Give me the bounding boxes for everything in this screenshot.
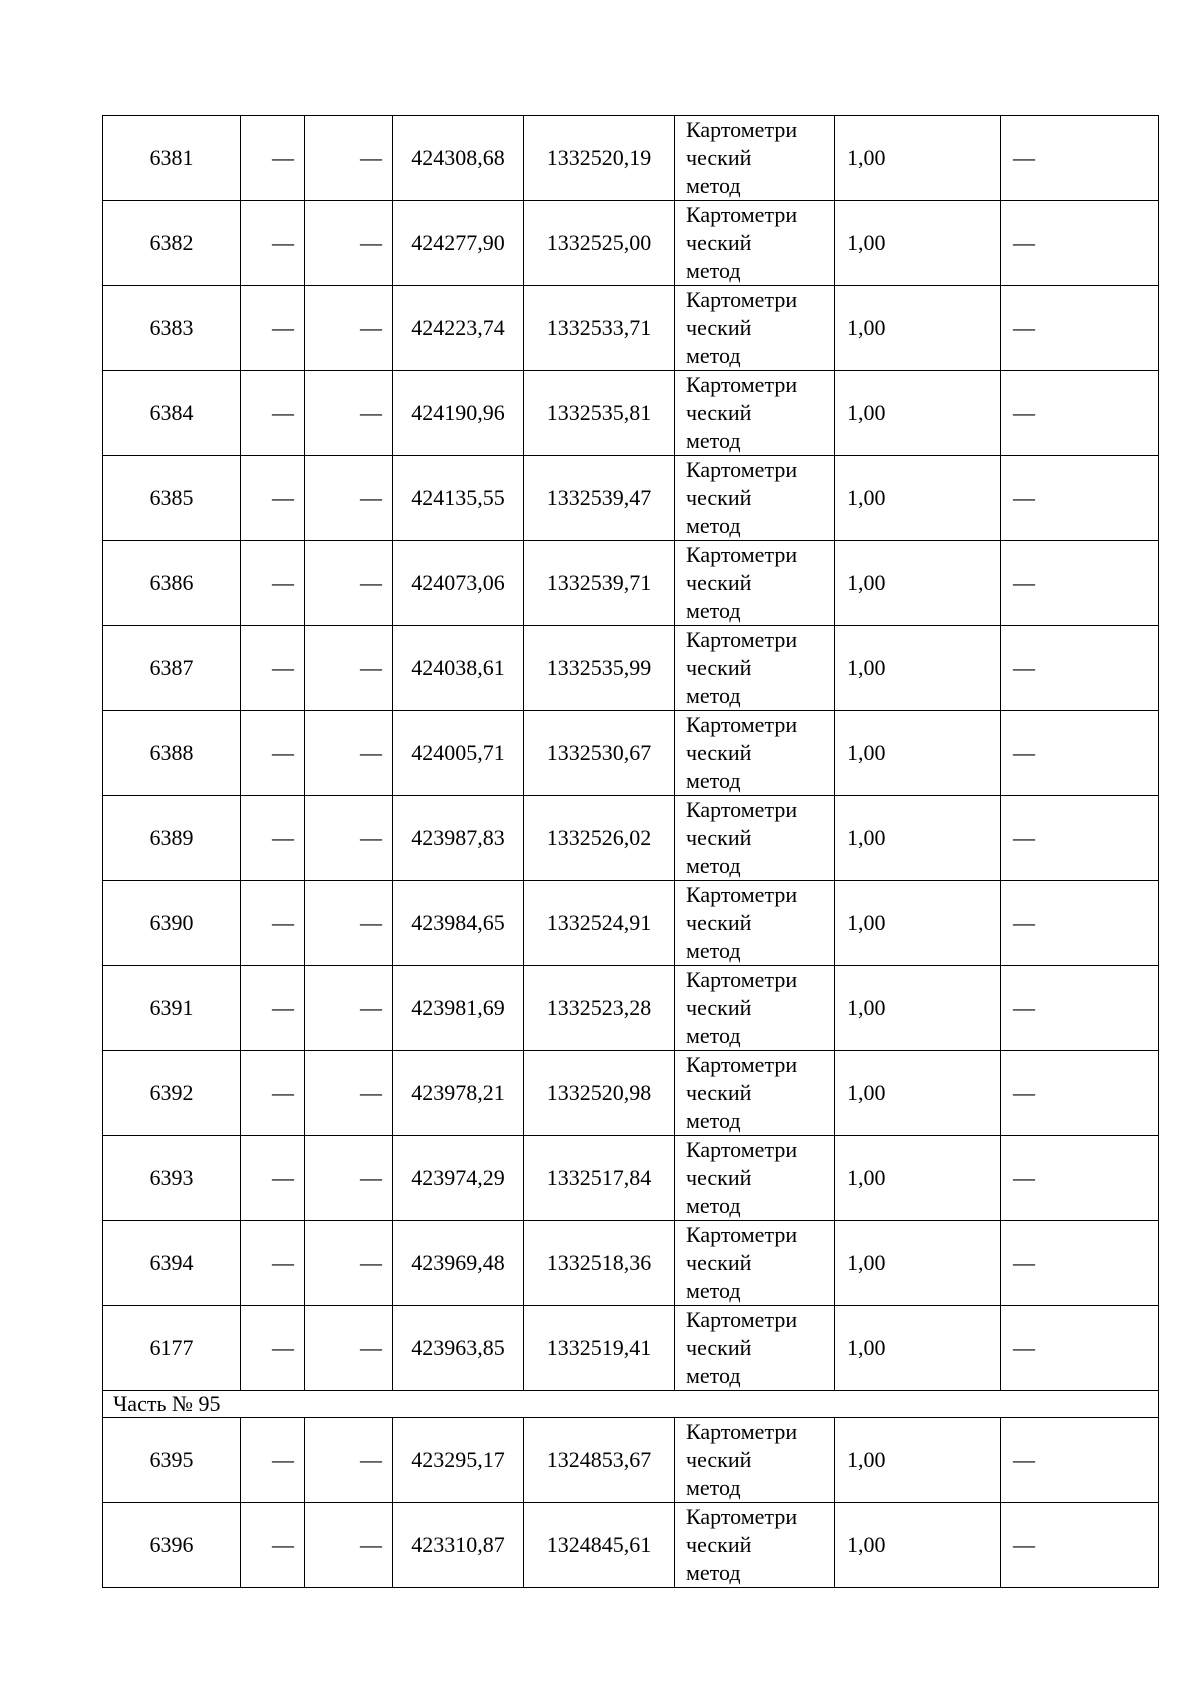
y-coordinate-cell: 1332530,67 [524,711,675,796]
method-line: ческий [686,740,752,765]
y-coordinate-cell: 1324845,61 [524,1503,675,1588]
description-cell: — [1001,1503,1159,1588]
old-x-cell: — [241,1136,305,1221]
description-cell: — [1001,1051,1159,1136]
table-row [103,1306,1159,1391]
method-cell [675,286,835,371]
method-cell [675,371,835,456]
point-number-cell: 6393 [103,1136,241,1221]
table-row [103,1503,1159,1588]
method-line: метод [686,428,741,453]
method-line: Картометри [686,1504,798,1529]
method-line: метод [686,258,741,283]
description-cell: — [1001,286,1159,371]
section-header-row [103,1391,1159,1418]
x-coordinate-cell: 423969,48 [393,1221,524,1306]
point-number-cell: 6390 [103,881,241,966]
old-y-cell: — [305,626,393,711]
method-line: метод [686,1023,741,1048]
y-coordinate-cell: 1324853,67 [524,1418,675,1503]
y-coordinate-cell: 1332517,84 [524,1136,675,1221]
method-cell [675,881,835,966]
method-line: Картометри [686,372,798,397]
method-cell [675,966,835,1051]
old-y-cell: — [305,881,393,966]
point-number-cell: 6382 [103,201,241,286]
method-line: метод [686,1278,741,1303]
table-row [103,626,1159,711]
table-row [103,881,1159,966]
method-line: ческий [686,400,752,425]
point-number-cell: 6389 [103,796,241,881]
y-coordinate-cell: 1332535,99 [524,626,675,711]
old-y-cell: — [305,1136,393,1221]
method-line: ческий [686,655,752,680]
old-x-cell: — [241,966,305,1051]
method-line: метод [686,1108,741,1133]
accuracy-cell: 1,00 [835,286,1001,371]
method-line: метод [686,1560,741,1585]
table-row [103,201,1159,286]
table-row [103,796,1159,881]
old-y-cell: — [305,201,393,286]
y-coordinate-cell: 1332520,19 [524,116,675,201]
method-line: ческий [686,1250,752,1275]
y-coordinate-cell: 1332526,02 [524,796,675,881]
old-x-cell: — [241,881,305,966]
description-cell: — [1001,541,1159,626]
point-number-cell: 6392 [103,1051,241,1136]
point-number-cell: 6384 [103,371,241,456]
old-y-cell: — [305,711,393,796]
old-x-cell: — [241,1503,305,1588]
point-number-cell: 6391 [103,966,241,1051]
table-row [103,1221,1159,1306]
method-line: Картометри [686,882,798,907]
method-line: метод [686,853,741,878]
accuracy-cell: 1,00 [835,796,1001,881]
table-row [103,1051,1159,1136]
method-cell [675,116,835,201]
old-x-cell: — [241,371,305,456]
y-coordinate-cell: 1332533,71 [524,286,675,371]
old-y-cell: — [305,966,393,1051]
method-cell [675,711,835,796]
point-number-cell: 6177 [103,1306,241,1391]
method-line: Картометри [686,1222,798,1247]
old-y-cell: — [305,456,393,541]
method-line: Картометри [686,287,798,312]
accuracy-cell: 1,00 [835,711,1001,796]
x-coordinate-cell: 424135,55 [393,456,524,541]
point-number-cell: 6383 [103,286,241,371]
method-line: ческий [686,485,752,510]
method-cell [675,1306,835,1391]
table-row [103,541,1159,626]
old-x-cell: — [241,626,305,711]
description-cell: — [1001,1136,1159,1221]
accuracy-cell: 1,00 [835,626,1001,711]
description-cell: — [1001,1221,1159,1306]
description-cell: — [1001,796,1159,881]
method-line: Картометри [686,542,798,567]
old-x-cell: — [241,711,305,796]
y-coordinate-cell: 1332518,36 [524,1221,675,1306]
description-cell: — [1001,201,1159,286]
method-cell [675,1136,835,1221]
old-y-cell: — [305,796,393,881]
accuracy-cell: 1,00 [835,1503,1001,1588]
method-cell [675,201,835,286]
method-line: метод [686,1363,741,1388]
method-line: метод [686,173,741,198]
accuracy-cell: 1,00 [835,1418,1001,1503]
x-coordinate-cell: 424005,71 [393,711,524,796]
method-line: Картометри [686,1052,798,1077]
x-coordinate-cell: 424038,61 [393,626,524,711]
accuracy-cell: 1,00 [835,456,1001,541]
x-coordinate-cell: 423963,85 [393,1306,524,1391]
method-cell [675,1503,835,1588]
old-y-cell: — [305,371,393,456]
table-row [103,286,1159,371]
old-y-cell: — [305,1503,393,1588]
description-cell: — [1001,1306,1159,1391]
method-line: Картометри [686,1137,798,1162]
method-line: ческий [686,315,752,340]
point-number-cell: 6396 [103,1503,241,1588]
table-body-before [103,116,1159,1391]
method-line: ческий [686,230,752,255]
method-line: ческий [686,995,752,1020]
description-cell: — [1001,711,1159,796]
method-line: ческий [686,1165,752,1190]
point-number-cell: 6395 [103,1418,241,1503]
old-x-cell: — [241,1221,305,1306]
old-y-cell: — [305,541,393,626]
y-coordinate-cell: 1332539,47 [524,456,675,541]
x-coordinate-cell: 423984,65 [393,881,524,966]
old-y-cell: — [305,1051,393,1136]
method-line: метод [686,1475,741,1500]
description-cell: — [1001,966,1159,1051]
point-number-cell: 6387 [103,626,241,711]
x-coordinate-cell: 423978,21 [393,1051,524,1136]
table-row [103,371,1159,456]
method-line: метод [686,683,741,708]
old-y-cell: — [305,286,393,371]
old-y-cell: — [305,1418,393,1503]
method-line: ческий [686,910,752,935]
method-line: ческий [686,1335,752,1360]
method-cell [675,796,835,881]
old-x-cell: — [241,796,305,881]
y-coordinate-cell: 1332524,91 [524,881,675,966]
accuracy-cell: 1,00 [835,881,1001,966]
method-line: метод [686,1193,741,1218]
table-row [103,1418,1159,1503]
point-number-cell: 6394 [103,1221,241,1306]
accuracy-cell: 1,00 [835,1051,1001,1136]
method-line: Картометри [686,712,798,737]
method-line: Картометри [686,627,798,652]
method-line: ческий [686,1080,752,1105]
old-x-cell: — [241,541,305,626]
method-line: Картометри [686,967,798,992]
method-line: метод [686,598,741,623]
x-coordinate-cell: 424308,68 [393,116,524,201]
method-line: Картометри [686,457,798,482]
x-coordinate-cell: 424190,96 [393,371,524,456]
accuracy-cell: 1,00 [835,1136,1001,1221]
coordinates-table [102,115,1159,1588]
old-x-cell: — [241,1306,305,1391]
x-coordinate-cell: 423987,83 [393,796,524,881]
table-row [103,966,1159,1051]
table-row [103,1136,1159,1221]
point-number-cell: 6381 [103,116,241,201]
x-coordinate-cell: 423981,69 [393,966,524,1051]
method-line: Картометри [686,1307,798,1332]
method-line: ческий [686,570,752,595]
old-x-cell: — [241,201,305,286]
method-line: Картометри [686,797,798,822]
accuracy-cell: 1,00 [835,201,1001,286]
method-cell [675,1221,835,1306]
method-line: ческий [686,825,752,850]
point-number-cell: 6386 [103,541,241,626]
accuracy-cell: 1,00 [835,116,1001,201]
section-body [103,1391,1159,1418]
method-cell [675,456,835,541]
old-x-cell: — [241,1051,305,1136]
old-x-cell: — [241,286,305,371]
method-cell [675,1418,835,1503]
y-coordinate-cell: 1332523,28 [524,966,675,1051]
y-coordinate-cell: 1332525,00 [524,201,675,286]
y-coordinate-cell: 1332539,71 [524,541,675,626]
method-line: ческий [686,145,752,170]
x-coordinate-cell: 424073,06 [393,541,524,626]
method-line: метод [686,938,741,963]
method-cell [675,1051,835,1136]
method-line: Картометри [686,1419,798,1444]
old-x-cell: — [241,116,305,201]
description-cell: — [1001,1418,1159,1503]
x-coordinate-cell: 424223,74 [393,286,524,371]
description-cell: — [1001,881,1159,966]
method-line: метод [686,513,741,538]
y-coordinate-cell: 1332535,81 [524,371,675,456]
table-body-after [103,1418,1159,1588]
old-y-cell: — [305,116,393,201]
old-y-cell: — [305,1221,393,1306]
section-label: Часть № 95 [103,1391,1159,1418]
table-row [103,456,1159,541]
description-cell: — [1001,371,1159,456]
point-number-cell: 6388 [103,711,241,796]
method-line: Картометри [686,117,798,142]
accuracy-cell: 1,00 [835,541,1001,626]
old-x-cell: — [241,456,305,541]
y-coordinate-cell: 1332520,98 [524,1051,675,1136]
method-line: метод [686,343,741,368]
old-y-cell: — [305,1306,393,1391]
description-cell: — [1001,116,1159,201]
x-coordinate-cell: 423295,17 [393,1418,524,1503]
method-line: ческий [686,1447,752,1472]
old-x-cell: — [241,1418,305,1503]
accuracy-cell: 1,00 [835,1221,1001,1306]
method-line: ческий [686,1532,752,1557]
method-line: Картометри [686,202,798,227]
x-coordinate-cell: 424277,90 [393,201,524,286]
method-cell [675,626,835,711]
x-coordinate-cell: 423974,29 [393,1136,524,1221]
point-number-cell: 6385 [103,456,241,541]
description-cell: — [1001,626,1159,711]
accuracy-cell: 1,00 [835,966,1001,1051]
x-coordinate-cell: 423310,87 [393,1503,524,1588]
accuracy-cell: 1,00 [835,371,1001,456]
y-coordinate-cell: 1332519,41 [524,1306,675,1391]
table-row [103,711,1159,796]
table-row [103,116,1159,201]
description-cell: — [1001,456,1159,541]
accuracy-cell: 1,00 [835,1306,1001,1391]
method-cell [675,541,835,626]
method-line: метод [686,768,741,793]
